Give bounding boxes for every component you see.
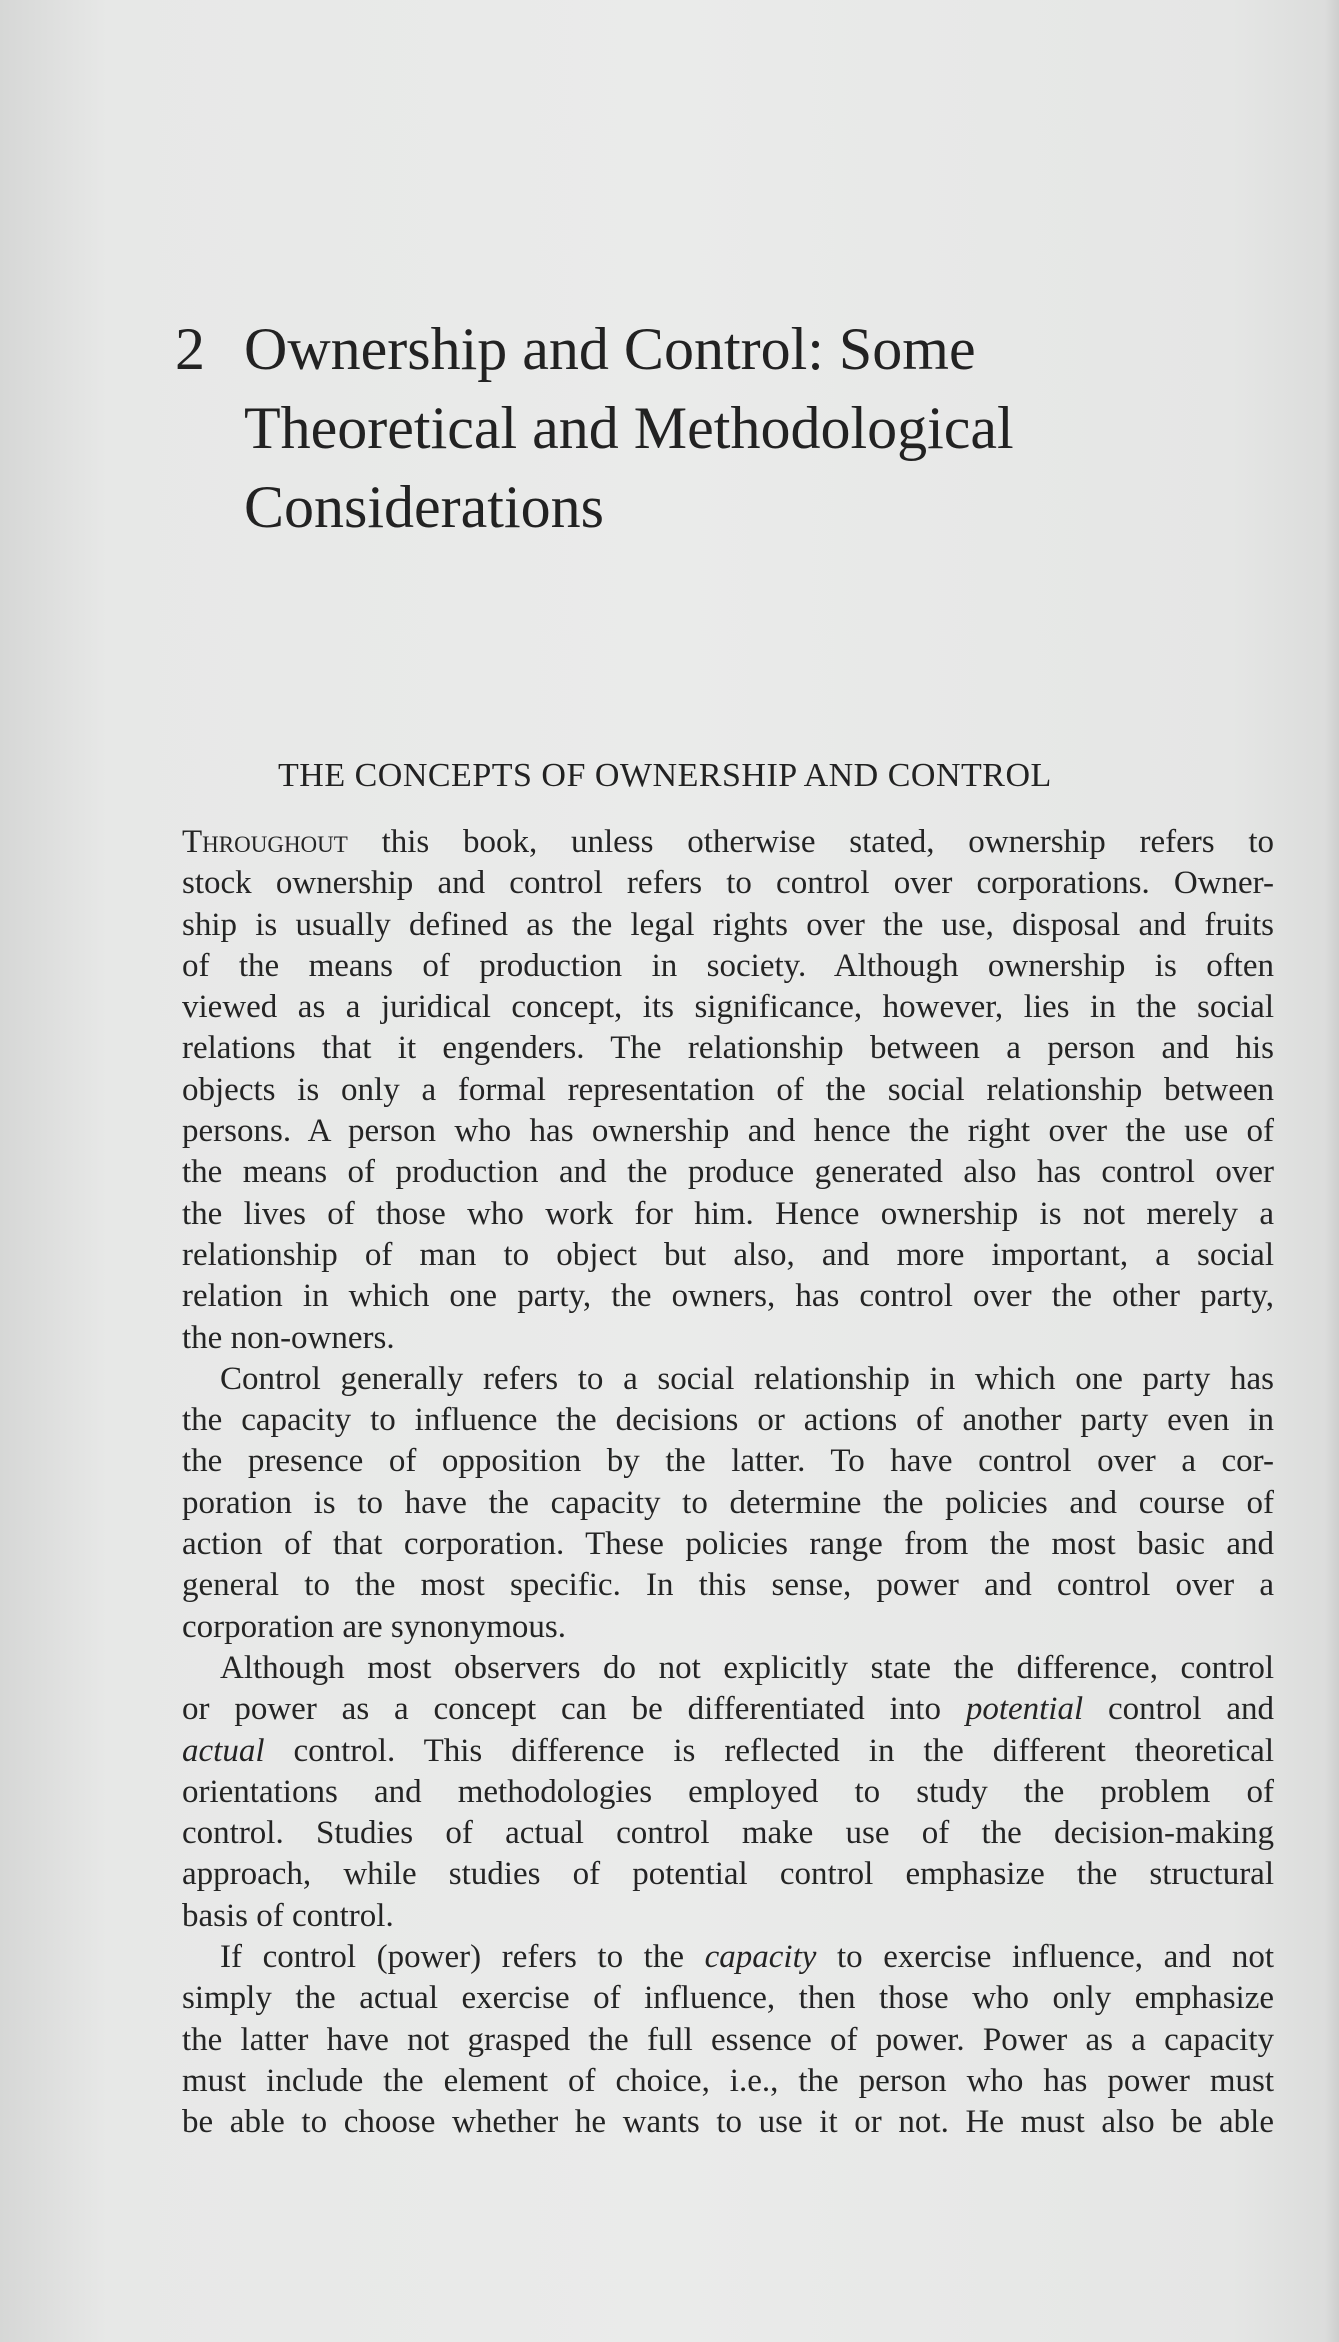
text-line <box>182 2061 1274 2102</box>
text-line <box>182 1276 1274 1317</box>
text-line <box>182 1524 1274 1565</box>
text-line <box>182 1813 1274 1854</box>
body-text <box>182 822 1274 2144</box>
text-segment: ship is usually defined as the legal rights over the use, disposal and fruits <box>182 906 1274 943</box>
text-line <box>182 987 1274 1028</box>
text-segment: corporation are synonymous. <box>182 1608 566 1645</box>
text-segment: basis of control. <box>182 1897 394 1934</box>
text-line <box>182 1772 1274 1813</box>
text-line <box>182 1689 1274 1730</box>
section-title: THE CONCEPTS OF OWNERSHIP AND CONTROL <box>278 757 1052 794</box>
text-segment: control and <box>1083 1691 1274 1728</box>
text-line <box>182 905 1274 946</box>
chapter-title-line: Ownership and Control: Some <box>244 316 976 382</box>
text-line <box>182 1194 1274 1235</box>
text-line <box>182 1731 1274 1772</box>
text-segment: the presence of opposition by the latter. To have control over a cor- <box>182 1443 1274 1480</box>
text-line <box>182 2020 1274 2061</box>
text-segment: control. This difference is reflected in the different theoretical <box>264 1732 1274 1769</box>
text-line <box>182 1648 1274 1689</box>
text-line <box>182 1483 1274 1524</box>
text-segment: approach, while studies of potential control emphasize the structural <box>182 1856 1274 1893</box>
text-line <box>182 1028 1274 1069</box>
text-line <box>182 1565 1274 1606</box>
paragraph <box>182 1937 1274 2143</box>
text-line <box>182 1854 1274 1895</box>
text-line <box>182 1152 1274 1193</box>
page-edge-shadow <box>1325 0 1339 2342</box>
text-line <box>182 863 1274 904</box>
italic-text: potential <box>965 1691 1084 1728</box>
text-line <box>182 1978 1274 2019</box>
text-segment: relation in which one party, the owners, has control over the other party, <box>182 1278 1274 1315</box>
text-segment: persons. A person who has ownership and hence the right over the use of <box>182 1113 1274 1150</box>
text-segment: this book, unless otherwise stated, ownership refers to <box>347 824 1274 860</box>
text-segment: poration is to have the capacity to determine the policies and course of <box>182 1484 1274 1521</box>
text-segment: the capacity to influence the decisions or actions of another party even in <box>182 1402 1274 1439</box>
text-line <box>182 1400 1274 1441</box>
text-line <box>182 1441 1274 1482</box>
paragraph <box>182 1359 1274 1648</box>
paragraph <box>182 1648 1274 1937</box>
chapter-title-line: Considerations <box>244 474 604 540</box>
italic-text: actual <box>182 1732 265 1769</box>
text-line <box>182 822 1274 863</box>
text-segment: be able to choose whether he wants to use it or not. He must also be able <box>182 2104 1274 2141</box>
text-segment: stock ownership and control refers to control over corporations. Owner- <box>182 865 1274 902</box>
text-segment: control. Studies of actual control make use of the decision-making <box>182 1815 1274 1852</box>
text-line <box>182 1111 1274 1152</box>
small-caps-text: Throughout <box>182 824 348 860</box>
text-segment: or power as a concept can be differentiated into <box>182 1691 966 1728</box>
text-segment: the non-owners. <box>182 1319 395 1356</box>
text-segment: If control (power) refers to the <box>220 1939 705 1976</box>
text-segment: of the means of production in society. Although ownership is often <box>182 947 1274 984</box>
text-segment: the means of production and the produce generated also has control over <box>182 1154 1274 1191</box>
text-segment: Control generally refers to a social relationship in which one party has <box>220 1360 1274 1397</box>
text-line <box>182 1937 1274 1978</box>
text-line <box>182 2102 1274 2143</box>
text-line <box>182 1318 1274 1359</box>
chapter-title-line: Theoretical and Methodological <box>244 395 1014 461</box>
text-segment: Although most observers do not explicitly state the difference, control <box>220 1649 1274 1686</box>
text-segment: viewed as a juridical concept, its significance, however, lies in the social <box>182 989 1274 1026</box>
chapter-heading <box>175 310 1215 547</box>
text-segment: must include the element of choice, i.e., the person who has power must <box>182 2062 1274 2099</box>
text-segment: relationship of man to object but also, and more important, a social <box>182 1236 1274 1273</box>
text-segment: action of that corporation. These policies range from the most basic and <box>182 1526 1274 1563</box>
text-segment: orientations and methodologies employed to study the problem of <box>182 1773 1274 1810</box>
text-line <box>182 1607 1274 1648</box>
text-segment: the latter have not grasped the full essence of power. Power as a capacity <box>182 2021 1274 2058</box>
text-segment: simply the actual exercise of influence, then those who only emphasize <box>182 1980 1274 2017</box>
text-segment: relations that it engenders. The relationship between a person and his <box>182 1030 1274 1067</box>
text-line <box>182 1235 1274 1276</box>
text-line <box>182 1896 1274 1937</box>
text-segment: to exercise influence, and not <box>816 1939 1274 1976</box>
text-segment: objects is only a formal representation of the social relationship between <box>182 1071 1274 1108</box>
italic-text: capacity <box>704 1939 817 1976</box>
text-line <box>182 1359 1274 1400</box>
text-segment: general to the most specific. In this sense, power and control over a <box>182 1567 1274 1604</box>
text-line <box>182 1070 1274 1111</box>
text-line <box>182 946 1274 987</box>
chapter-number: 2 <box>175 316 205 382</box>
text-segment: the lives of those who work for him. Hence ownership is not merely a <box>182 1195 1274 1232</box>
paragraph <box>182 822 1274 1359</box>
